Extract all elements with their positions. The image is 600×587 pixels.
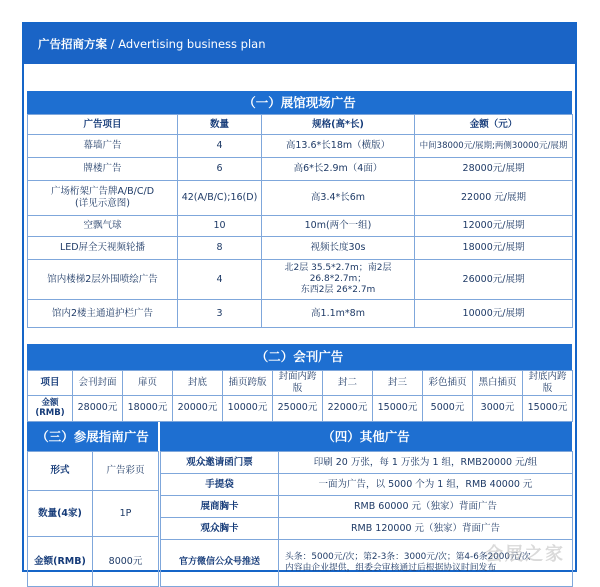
watermark: 会展之家 [485,544,565,565]
cell: 观众邀请函门票 [161,452,279,474]
table-row [161,452,573,474]
section1-heading: （一）展馆现场广告 [27,91,572,114]
header-item: 广告项目 [28,115,178,135]
cell: 5000元 [423,395,473,421]
table-row [161,518,573,540]
cell: 会刊封面 [73,371,123,396]
cell: 一面为广告，以 5000 个为 1 组，RMB 40000 元 [279,474,573,496]
table-row [161,474,573,496]
cell: 26000元/展期 [415,260,573,300]
table-row [28,135,573,158]
cell: 18000元 [123,395,173,421]
cell: 封二 [323,371,373,396]
cell: 封底内跨版 [523,371,573,396]
cell: 6 [178,158,262,181]
table-row [28,300,573,328]
other-ads-table [160,451,573,587]
cell: 10000元 [223,395,273,421]
title-cn: 广告招商方案 [38,37,107,51]
cell: RMB 60000 元（独家）背面广告 [279,496,573,518]
cell: 视频长度30s [262,237,415,260]
cell: 高3.4*长6m [262,181,415,216]
cell: 馆内楼梯2层外围喷绘广告 [28,260,178,300]
cell: 18000元/展期 [415,237,573,260]
cell: 22000 元/展期 [415,181,573,216]
venue-ads-table [27,114,573,328]
cell: 28000元/展期 [415,158,573,181]
cell: 8000元 [93,537,159,587]
table-row [28,260,573,300]
table-row [28,158,573,181]
table-row [28,216,573,237]
cell: 8 [178,237,262,260]
title-en: Advertising business plan [118,37,266,51]
cell: 高1.1m*8m [262,300,415,328]
cell: 数量(4家) [28,491,93,537]
section3-heading: （三）参展指南广告 [27,422,158,451]
cell: 22000元 [323,395,373,421]
cell: 广告彩页 [93,452,159,491]
table-row [28,371,573,396]
cell: 4 [178,135,262,158]
cell: 高13.6*长18m（横版） [262,135,415,158]
cell: 牌楼广告 [28,158,178,181]
cell: 馆内2楼主通道护栏广告 [28,300,178,328]
header-spec: 规格(高*长) [262,115,415,135]
cell: 展商胸卡 [161,496,279,518]
title-separator: / [107,37,119,51]
header-quantity: 数量 [178,115,262,135]
ad-plan-frame [22,22,577,572]
row-label-item: 项目 [28,371,73,396]
cell: 官方微信公众号推送 [161,540,279,587]
cell: 3 [178,300,262,328]
cell: 1P [93,491,159,537]
cell: 广场桁架广告牌A/B/C/D (详见示意图) [28,181,178,216]
cell: 观众胸卡 [161,518,279,540]
table-row [28,395,573,421]
cell: 头条：5000元/次；第2-3条：3000元/次；第4-6条2000元/次 内容由企业提供，组委会审核通过后根据协议时间发布 [279,540,573,587]
cell: 25000元 [273,395,323,421]
cell: 封底 [173,371,223,396]
cell: 黑白插页 [473,371,523,396]
table-row [28,237,573,260]
cell: 中间38000元/展期;两侧30000元/展期 [415,135,573,158]
cell: 扉页 [123,371,173,396]
cell: 10000元/展期 [415,300,573,328]
cell: 封面内跨版 [273,371,323,396]
table-row [28,491,159,537]
journal-ads-table [27,370,573,422]
cell: LED屏全天视频轮播 [28,237,178,260]
cell: 空飘气球 [28,216,178,237]
table-row [161,496,573,518]
cell: 形式 [28,452,93,491]
page-title [24,24,575,64]
cell: 15000元 [373,395,423,421]
cell: 15000元 [523,395,573,421]
cell: 幕墙广告 [28,135,178,158]
cell: 12000元/展期 [415,216,573,237]
cell: 20000元 [173,395,223,421]
cell: 28000元 [73,395,123,421]
cell: 4 [178,260,262,300]
table-row [28,181,573,216]
cell: 插页跨版 [223,371,273,396]
guide-ads-table [27,451,159,587]
table-row [28,452,159,491]
cell: 印刷 20 万张，每 1 万张为 1 组，RMB20000 元/组 [279,452,573,474]
table-row [28,537,159,587]
cell: 手提袋 [161,474,279,496]
cell: 42(A/B/C);16(D) [178,181,262,216]
section4-heading: （四）其他广告 [160,422,572,451]
cell: RMB 120000 元（独家）背面广告 [279,518,573,540]
cell: 北2层 35.5*2.7m；南2层 26.8*2.7m； 东西2层 26*2.7m [262,260,415,300]
row-label-amount: 金额(RMB) [28,395,73,421]
cell: 封三 [373,371,423,396]
cell: 高6*长2.9m（4面） [262,158,415,181]
cell: 金额(RMB) [28,537,93,587]
cell: 10 [178,216,262,237]
header-amount: 金额（元） [415,115,573,135]
cell: 彩色插页 [423,371,473,396]
cell: 10m(两个一组) [262,216,415,237]
section2-heading: （二）会刊广告 [27,344,572,370]
cell: 3000元 [473,395,523,421]
